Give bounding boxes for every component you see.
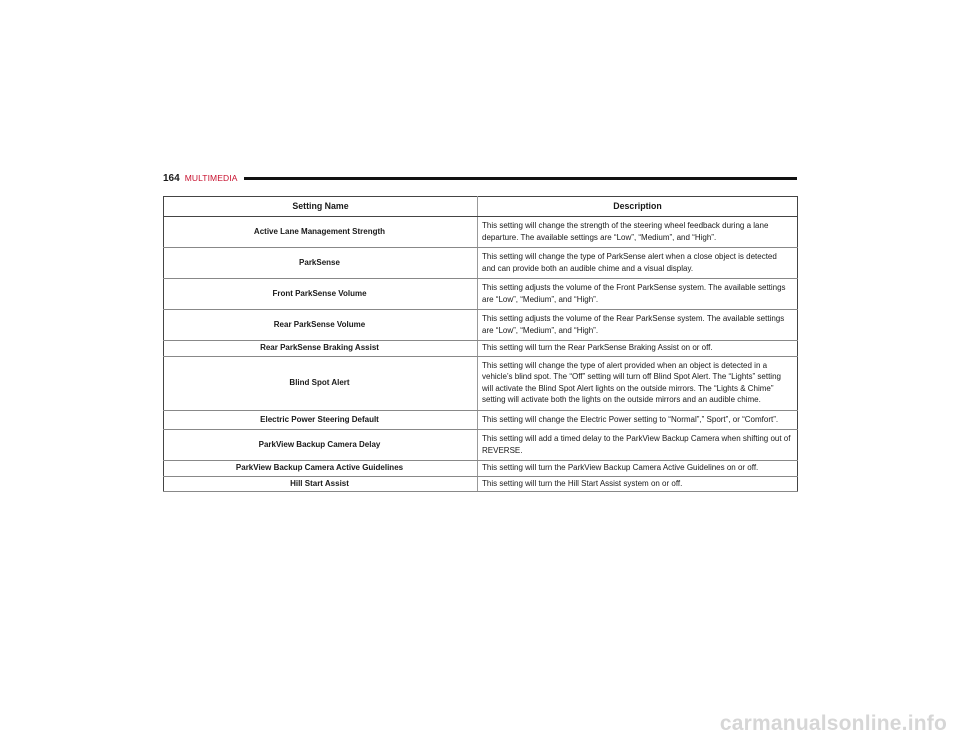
setting-description: This setting will change the type of ParkSense alert when a close object is detected and can provide both an audible chime and a visual display. [478, 248, 798, 279]
table-row [164, 310, 798, 341]
table-row [164, 430, 798, 461]
column-header-description: Description [478, 197, 798, 217]
table-row [164, 248, 798, 279]
setting-name: ParkView Backup Camera Active Guidelines [164, 461, 478, 477]
setting-name: Blind Spot Alert [164, 356, 478, 410]
table-row [164, 279, 798, 310]
setting-description: This setting will turn the ParkView Backup Camera Active Guidelines on or off. [478, 461, 798, 477]
setting-name: Rear ParkSense Volume [164, 310, 478, 341]
setting-description: This setting adjusts the volume of the Front ParkSense system. The available settings are “Low”, “Medium”, and “High”. [478, 279, 798, 310]
table-header-row [164, 197, 798, 217]
watermark: carmanualsonline.info [719, 712, 947, 735]
table-row [164, 461, 798, 477]
setting-name: Front ParkSense Volume [164, 279, 478, 310]
header-rule [244, 177, 797, 180]
setting-name: ParkSense [164, 248, 478, 279]
setting-name: ParkView Backup Camera Delay [164, 430, 478, 461]
setting-description: This setting will turn the Rear ParkSense Braking Assist on or off. [478, 341, 798, 357]
table-row [164, 356, 798, 410]
section-title: MULTIMEDIA [184, 173, 238, 183]
table-row [164, 217, 798, 248]
setting-description: This setting adjusts the volume of the Rear ParkSense system. The available settings are “Low”, “Medium”, and “High”. [478, 310, 798, 341]
page-number: 164 [163, 172, 180, 184]
setting-name: Electric Power Steering Default [164, 410, 478, 430]
column-header-setting-name: Setting Name [164, 197, 478, 217]
setting-description: This setting will add a timed delay to the ParkView Backup Camera when shifting out of REVERSE. [478, 430, 798, 461]
setting-description: This setting will change the Electric Power setting to “Normal”,” Sport”, or “Comfort”. [478, 410, 798, 430]
setting-name: Active Lane Management Strength [164, 217, 478, 248]
table-row [164, 341, 798, 357]
settings-table [163, 196, 798, 492]
setting-name: Hill Start Assist [164, 476, 478, 492]
setting-description: This setting will change the strength of the steering wheel feedback during a lane departure. The available settings are “Low”, “Medium”, and “High”. [478, 217, 798, 248]
setting-description: This setting will turn the Hill Start Assist system on or off. [478, 476, 798, 492]
table-row [164, 476, 798, 492]
setting-name: Rear ParkSense Braking Assist [164, 341, 478, 357]
setting-description: This setting will change the type of alert provided when an object is detected in a vehicle’s blind spot. The “Off” setting will turn off Blind Spot Alert. The “Lights” setting will activate the Blind Spot Alert lights on the outside mirrors. The “Lights & Chime” setting will activate both the lights on the outside mirrors and an audible chime. [478, 356, 798, 410]
page-header [163, 170, 797, 186]
table-row [164, 410, 798, 430]
